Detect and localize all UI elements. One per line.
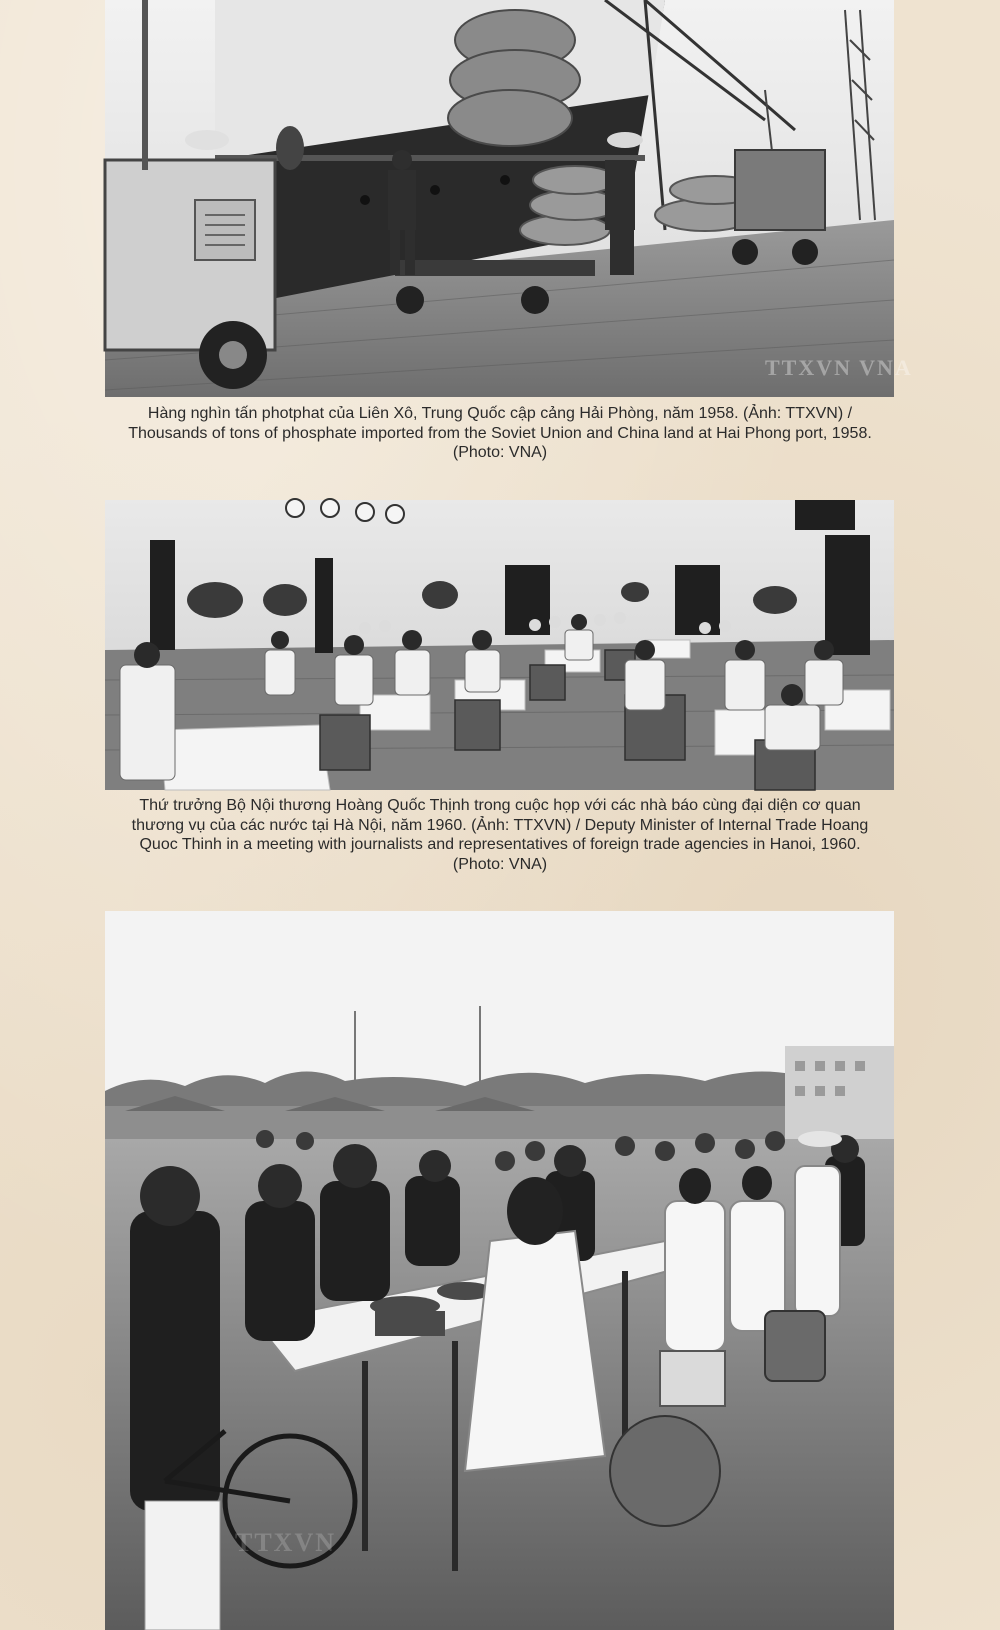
meeting-hall-illustration: [105, 500, 894, 790]
photo-watermark: TTXVN: [235, 1528, 337, 1557]
photo-hai-phong-port: [105, 0, 913, 397]
photo-market-scene: [105, 911, 894, 1630]
photo-meeting-hall-hanoi: [105, 500, 894, 790]
market-scene-illustration: [105, 911, 894, 1630]
port-photo-illustration: [105, 0, 913, 397]
photo-watermark: TTXVN VNA: [765, 355, 913, 380]
photo-caption-meeting-hall: Thứ trưởng Bộ Nội thương Hoàng Quốc Thịnh trong cuộc họp với các nhà báo cùng đại diện cơ quan thương vụ của các nước tại Hà Nội, năm 1960. (Ảnh: TTXVN) / Deputy Minister of Internal Trade Hoang Quoc Thinh in a meeting with journalists and representatives of foreign trade agencies in Hanoi, 1960. (Photo: VNA): [131, 797, 869, 873]
photo-caption-hai-phong-port: Hàng nghìn tấn photphat của Liên Xô, Trung Quốc cập cảng Hải Phòng, năm 1958. (Ảnh: TTXVN) / Thousands of tons of phosphate imported from the Soviet Union and China land at Hai Phong port, 1958. (Photo: VNA): [128, 405, 872, 461]
